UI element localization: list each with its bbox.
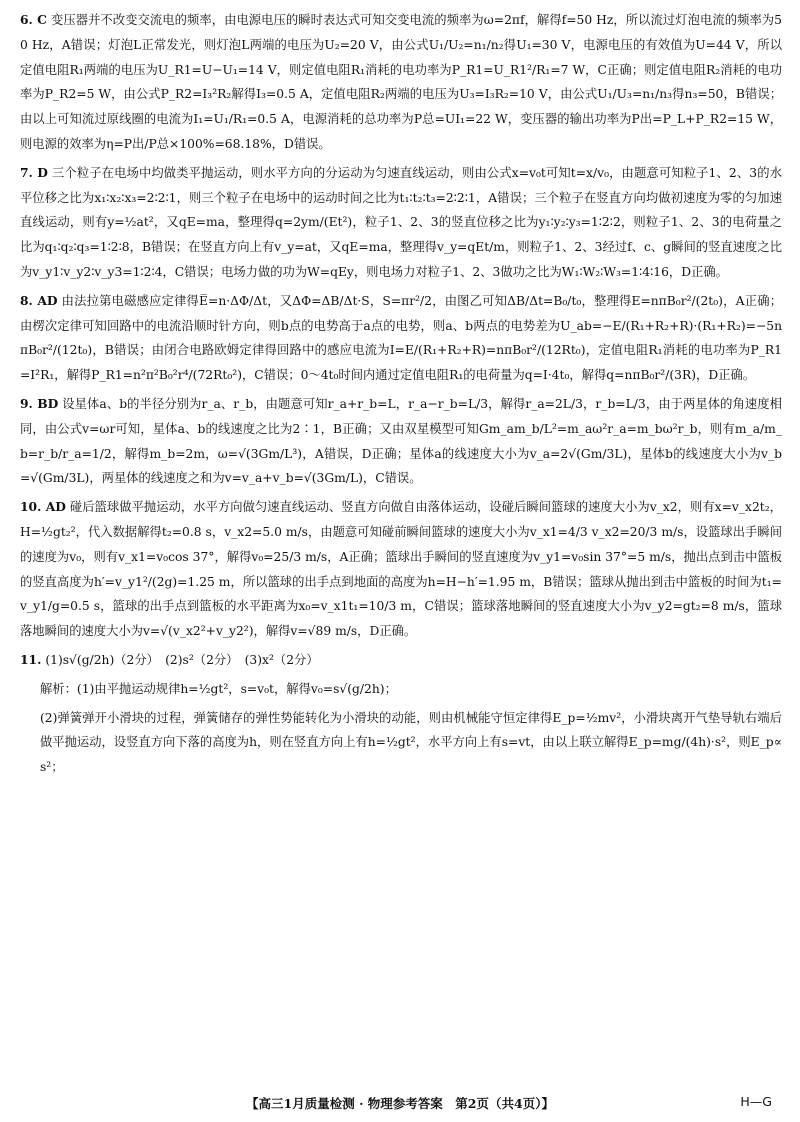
answer-q6-head: 6. C — [20, 12, 47, 27]
analysis-part2: (2)弹簧弹开小滑块的过程，弹簧储存的弹性势能转化为小滑块的动能，则由机械能守恒定律得E_p=½mv²，小滑块离开气垫导轨右端后做平抛运动，设竖直方向下落的高度为h，则在竖直方向上有h=½gt²，水平方向上有s=vt，由以上联立解得E_p=mg/(4h)·s²，则E_p∝s²； — [40, 710, 782, 775]
answers-content — [20, 8, 782, 784]
answer-q9 — [20, 392, 782, 491]
page-footer — [0, 1094, 800, 1114]
footer-code: H—G — [740, 1094, 772, 1109]
analysis-part1: 解析：(1)由平抛运动规律h=½gt²，s=v₀t，解得v₀=s√(g/2h)； — [40, 681, 397, 696]
footer-title: 【高三1月质量检测 · 物理参考答案 第2页（共4页）】 — [246, 1096, 554, 1111]
answer-q7-head: 7. D — [20, 164, 48, 180]
answer-q11-text: (1)s√(g/2h)（2分） (2)s²（2分） (3)x²（2分） — [45, 652, 319, 667]
answer-q9-head: 9. BD — [20, 395, 59, 411]
answer-q10-head: 10. AD — [20, 499, 66, 515]
answer-q11 — [20, 648, 782, 673]
answer-q6 — [20, 8, 782, 157]
answer-q10 — [20, 495, 782, 644]
answer-q11-head: 11. — [20, 651, 42, 667]
answer-q8-head: 8. AD — [20, 292, 58, 308]
answer-q7 — [20, 161, 782, 285]
answer-q7-text: 三个粒子在电场中均做类平抛运动，则水平方向的分运动为匀速直线运动，则由公式x=v₀t可知t=x/v₀，由题意可知粒子1、2、3的水平位移之比为x₁∶x₂∶x₃=2∶2∶1，则三个粒子在电场中的运动时间之比为t₁∶t₂∶t₃=2∶2∶1，A错误；三个粒子在竖直方向均做初速度为零的匀加速直线运动，则有y=½at²，又qE=ma，整理得q=2ym/(Et²)，粒子1、2、3的竖直位移之比为y₁∶y₂∶y₃=1∶2∶2，则粒子1、2、3的电荷量之比为q₁∶q₂∶q₃=1∶2∶8，B错误；在竖直方向上有v_y=at，又qE=ma，整理得v_y=qEt/m，则粒子1、2、3经过f、c、g瞬间的竖直速度之比为v_y1∶v_y2∶v_y3=1∶2∶4，C错误；电场力做的功为W=qEy，则电场力对粒子1、2、3做功之比为W₁∶W₂∶W₃=1∶4∶16，D正确。 — [20, 165, 782, 279]
answer-q8-text: 由法拉第电磁感应定律得E̅=n·ΔΦ/Δt，又ΔΦ=ΔB/Δt·S，S=πr²/2，由图乙可知ΔB/Δt=B₀/t₀，整理得E=nπB₀r²/(2t₀)，A正确；由楞次定律可知回路中的电流沿顺时针方向，则b点的电势高于a点的电势，则a、b两点的电势差为U_ab=−E/(R₁+R₂+R)·(R₁+R₂)=−5nπB₀r²/(12t₀)，B错误；由闭合电路欧姆定律得回路中的感应电流为I=E/(R₁+R₂+R)=nπB₀r²/(12Rt₀)，定值电阻R₁消耗的电功率为P_R1=I²R₁，解得P_R1=n²π²B₀²r⁴/(72Rt₀²)，C错误；0～4t₀时间内通过定值电阻R₁的电荷量为q=I·4t₀，解得q=nπB₀r²/(3R)，D正确。 — [20, 293, 782, 383]
answer-q8 — [20, 289, 782, 388]
answer-q10-text: 碰后篮球做平抛运动，水平方向做匀速直线运动、竖直方向做自由落体运动，设碰后瞬间篮球的速度大小为v_x2，则有x=v_x2t₂，H=½gt₂²，代入数据解得t₂=0.8 s，v_x2=5.0 m/s，由题意可知碰前瞬间篮球的速度大小为v_x1=4/3 v_x2=20/3 m/s，设篮球出手瞬间的速度为v₀，则有v_x1=v₀cos 37°，解得v₀=25/3 m/s，A正确；篮球出手瞬间的竖直速度为v_y1=v₀sin 37°=5 m/s，抛出点到击中篮板的竖直高度为h′=v_y1²/(2g)=1.25 m，所以篮球的出手点到地面的高度为h=H−h′=1.95 m，B错误；篮球从抛出到击中篮板的时间为t₁=v_y1/g=0.5 s，篮球的出手点到篮板的水平距离为x₀=v_x1t₁=10/3 m，C错误；篮球落地瞬间的竖直速度大小为v_y2=gt₂=8 m/s，篮球落地瞬间的速度大小为v=√(v_x2²+v_y2²)，解得v=√89 m/s，D正确。 — [20, 500, 782, 639]
answer-q6-text: 变压器并不改变交流电的频率，由电源电压的瞬时表达式可知交变电流的频率为ω=2πf，解得f=50 Hz，所以流过灯泡电流的频率为50 Hz，A错误；灯泡L正常发光，则灯泡L两端的电压为U₂=20 V，由公式U₁/U₂=n₁/n₂得U₁=30 V，电源电压的有效值为U=44 V，所以定值电阻R₁两端的电压为U_R1=U−U₁=14 V，则定值电阻R₁消耗的电功率为P_R1=U_R1²/R₁=7 W，C正确；则定值电阻R₂消耗的电功率为P_R2=5 W，由公式P_R2=I₃²R₂解得I₃=0.5 A，定值电阻R₂两端的电压为U₃=I₃R₂=10 V，由公式U₁/U₃=n₁/n₃得n₃=50，B错误；由以上可知流过原线圈的电流为I₁=U₁/R₁=0.5 A，电源消耗的总功率为P总=UI₁=22 W，变压器的输出功率为P出=P_L+P_R2=15 W，则电源的效率为η=P出/P总×100%=68.18%，D错误。 — [20, 13, 782, 151]
answer-q9-text: 设星体a、b的半径分别为r_a、r_b，由题意可知r_a+r_b=L，r_a−r_b=L/3，解得r_a=2L/3，r_b=L/3，由于两星体的角速度相同，由公式v=ωr可知，星体a、b的线速度之比为2∶1，B正确；又由双星模型可知Gm_am_b/L²=m_aω²r_a=m_bω²r_b，则有m_a/m_b=r_b/r_a=1/2，解得m_b=2m，ω=√(3Gm/L³)，A错误，D正确；星体a的线速度大小为v_a=2√(Gm/3L)，星体b的线速度大小为v_b=√(Gm/3L)，两星体的线速度之和为v=v_a+v_b=√(3Gm/L)，C错误。 — [20, 396, 782, 486]
